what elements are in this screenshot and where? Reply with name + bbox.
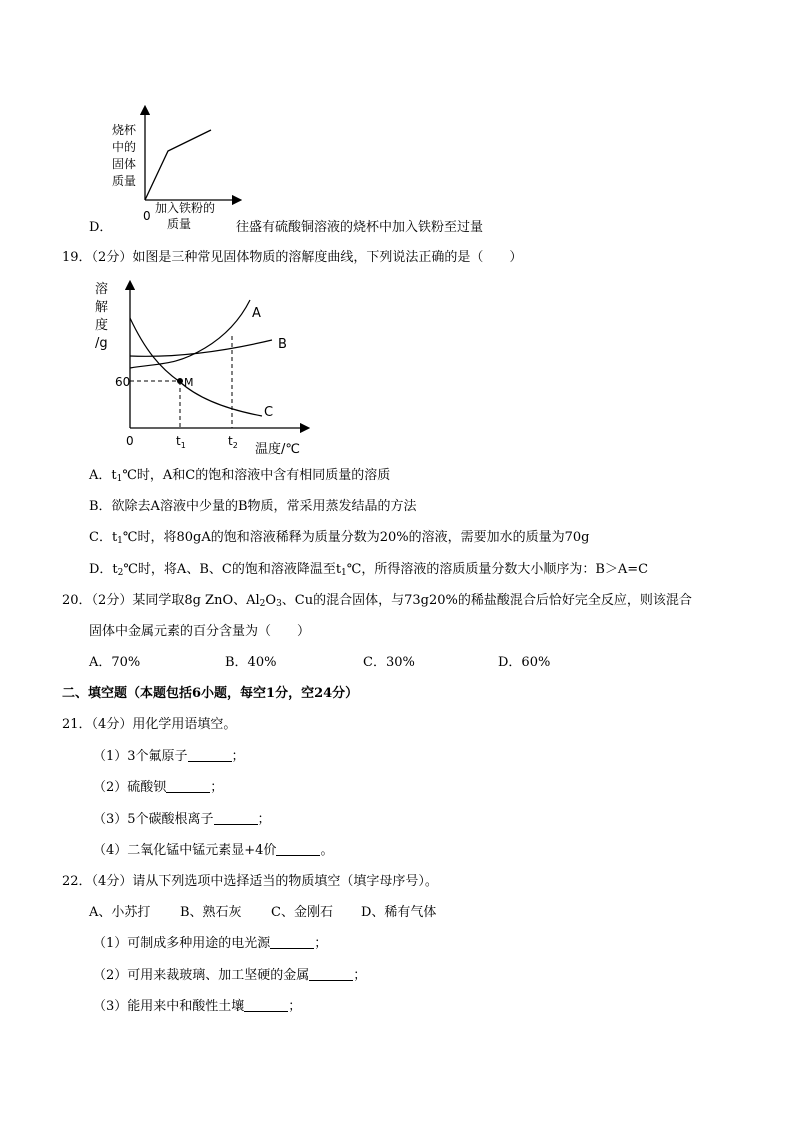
q18d-graph (105, 100, 255, 235)
q22-stem: 22．（4分）请从下列选项中选择适当的物质填空（填字母序号）。 (62, 874, 438, 889)
q21-item-4: （4）二氧化锰中锰元素显+4价 。 (93, 843, 334, 858)
q19-ylabel-2: 解 (95, 300, 109, 315)
answer-blank[interactable] (214, 812, 258, 825)
q21-item-1: （1）3个氟原子 ； (93, 749, 245, 764)
q18d-ylabel-3: 固体 (112, 157, 137, 171)
q19-curve-c-label: C (264, 405, 274, 420)
q18d-ylabel-2: 中的 (112, 140, 137, 154)
answer-blank[interactable] (270, 936, 314, 949)
q22-item-3: （3）能用来中和酸性土壤 ； (93, 999, 302, 1014)
answer-blank[interactable] (276, 843, 320, 856)
q22-choice-b: B、熟石灰 (180, 905, 242, 920)
q18d-xlabel-2: 质量 (167, 217, 192, 231)
q22-item-2: （2）可用来裁玻璃、加工坚硬的金属 ； (93, 968, 367, 983)
q21-stem: 21．（4分）用化学用语填空。 (62, 717, 237, 732)
answer-blank[interactable] (188, 749, 232, 762)
answer-blank[interactable] (166, 780, 210, 793)
q18-option-d-caption: 往盛有硫酸铜溶液的烧杯中加入铁粉至过量 (236, 220, 484, 235)
q19-point-m-label: M (184, 376, 194, 389)
q19-origin: 0 (126, 434, 134, 448)
q22-choice-a: A、小苏打 (89, 905, 151, 920)
q20-option-c: C．30% (363, 655, 415, 670)
q19-curve-c (130, 318, 262, 416)
q19-curve-a-label: A (252, 306, 261, 321)
q20-stem-line2: 固体中金属元素的百分含量为（ ） (89, 624, 311, 639)
q20-option-b: B．40% (225, 655, 277, 670)
q21-item-2: （2）硫酸钡 ； (93, 780, 224, 795)
q19-option-c: C．$t_1℃$时，将80gA的饱和溶液稀释为质量分数为20%的溶液，需要加水的质量为70g (89, 530, 590, 546)
q19-tick-t2: $t_2$ (228, 434, 238, 450)
q19-point-m (177, 378, 183, 384)
q19-option-d: D．$t_2℃$时，将A、B、C的饱和溶液降温至$t_1℃$，所得溶液的溶质质量分数大小顺序为：B＞A=C (89, 562, 649, 578)
q18d-ylabel-4: 质量 (112, 174, 137, 188)
q19-option-a: A．$t_1℃$时，A和C的饱和溶液中含有相同质量的溶质 (89, 468, 391, 484)
q19-ylabel-3: 度 (95, 318, 109, 333)
q19-ylabel-4: /g (95, 336, 108, 351)
q18-option-d-label: D． (89, 220, 113, 235)
q18d-curve (145, 130, 211, 200)
q18d-origin: 0 (143, 209, 151, 223)
q20-stem: 20．（2分）某同学取8g ZnO、$Al_2O_3$、Cu的混合固体，与73g20%的稀盐酸混合后恰好完全反应，则该混合 (62, 593, 692, 609)
q22-choice-d: D、稀有气体 (361, 905, 437, 920)
q19-stem: 19．（2分）如图是三种常见固体物质的溶解度曲线，下列说法正确的是（ ） (62, 250, 523, 265)
q20-option-d: D．60% (498, 655, 551, 670)
q22-choice-c: C、金刚石 (271, 905, 333, 920)
q19-tick-t1: $t_1$ (176, 434, 186, 450)
section-title: 二、填空题（本题包括6小题，每空1分，空24分） (62, 686, 359, 701)
answer-blank[interactable] (309, 968, 353, 981)
q21-item-3: （3）5个碳酸根离子 ； (93, 812, 271, 827)
q19-ylabel-1: 溶 (95, 282, 109, 297)
q19-xlabel: 温度/℃ (255, 442, 300, 457)
q19-solubility-graph (90, 270, 315, 460)
q22-item-1: （1）可制成多种用途的电光源 ； (93, 936, 328, 951)
q19-curve-b-label: B (278, 337, 287, 352)
q18d-ylabel-1: 烧杯 (112, 123, 137, 137)
q19-tick-60: 60 (115, 375, 131, 389)
q20-option-a: A．70% (89, 655, 141, 670)
q19-option-b: B．欲除去A溶液中少量的B物质，常采用蒸发结晶的方法 (89, 499, 417, 514)
answer-blank[interactable] (244, 999, 288, 1012)
q18d-xlabel-1: 加入铁粉的 (155, 201, 216, 215)
